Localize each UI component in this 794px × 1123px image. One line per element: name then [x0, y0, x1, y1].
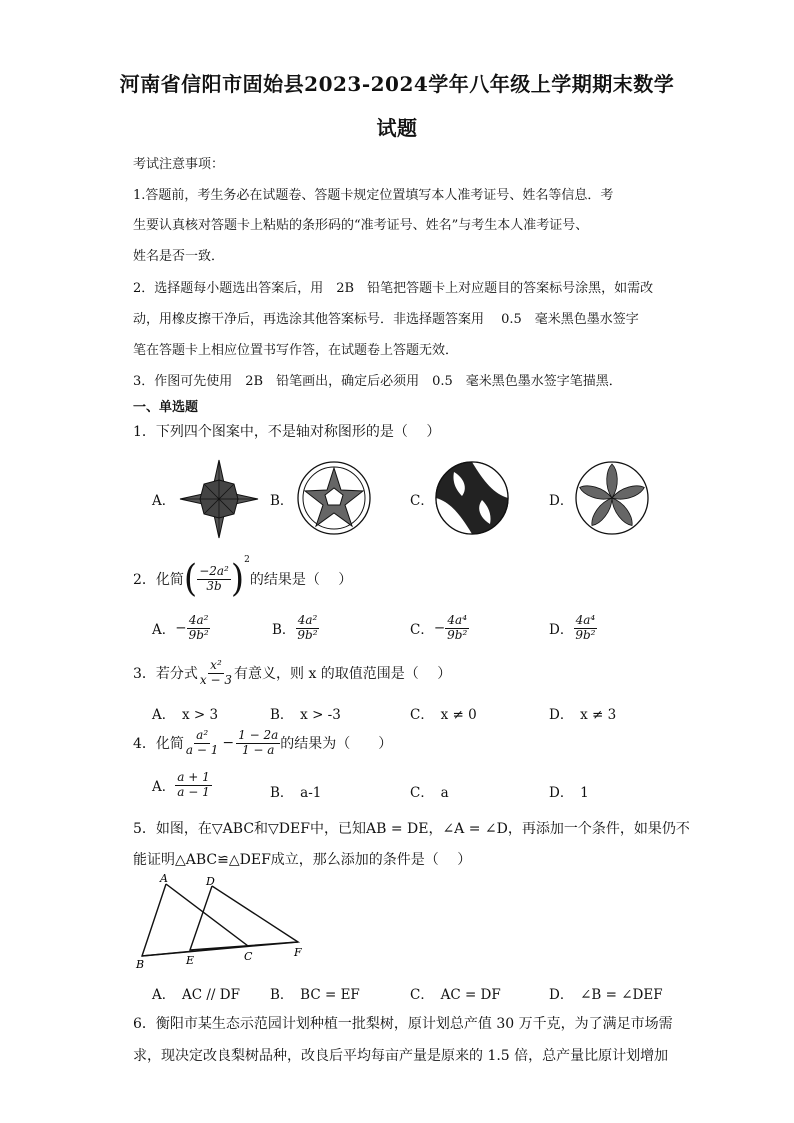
q2-option-c-label: C．	[410, 622, 434, 639]
q1-option-a-star-figure	[178, 458, 260, 540]
notice-line: 2．选择题每小题选出答案后，用 2B 铅笔把答题卡上对应题目的答案标号涂黑，如需改	[133, 281, 654, 296]
q4-option-c: C． a	[410, 785, 449, 801]
q2-option-d-fraction	[573, 614, 597, 643]
q2-option-c-sign: −	[433, 620, 446, 637]
q2-expression-fraction	[197, 565, 231, 594]
q1-option-a-label: A．	[152, 493, 176, 509]
q4-minus-sign: −	[222, 735, 235, 752]
question-1-stem: 1．下列四个图案中，不是轴对称图形的是（ ）	[133, 424, 441, 440]
q5-option-c: C． AC = DF	[410, 987, 501, 1003]
q2-option-d-denominator: 9b²	[575, 627, 596, 642]
q2-left-paren: (	[183, 557, 198, 601]
q2-option-c-fraction	[445, 614, 469, 643]
section-heading: 一、单选题	[133, 400, 199, 415]
q4-fraction-1-numerator: a²	[196, 728, 209, 742]
question-4-stem	[133, 729, 392, 758]
q2-option-a	[152, 614, 211, 643]
q4-fraction-1	[184, 729, 220, 758]
q4-option-b: B． a-1	[270, 785, 322, 801]
q3-option-a: A． x > 3	[152, 707, 219, 723]
question-6-line1: 6．衡阳市某生态示范园计划种植一批梨树，原计划总产值 30 万千克，为了满足市场需	[133, 1016, 673, 1032]
question-5-line2: 能证明△ABC≌△DEF成立，那么添加的条件是（ ）	[133, 852, 472, 868]
q2-option-b-fraction	[295, 614, 319, 643]
q2-option-c-denominator: 9b²	[447, 627, 468, 642]
question-3-stem	[133, 659, 451, 688]
q2-stem-suffix: 的结果是（ ）	[249, 572, 353, 588]
q2-option-a-fraction	[187, 614, 211, 643]
question-2-stem	[133, 555, 353, 601]
q4-option-a-label: A．	[152, 779, 176, 796]
notice-line: 生要认真核对答题卡上粘贴的条形码的“准考证号、姓名”与考生本人准考证号、	[133, 218, 589, 233]
q3-fraction-numerator: x²	[210, 658, 222, 672]
q5-option-d: D． ∠B = ∠DEF	[549, 987, 663, 1003]
q4-stem-prefix: 4．化简	[133, 736, 184, 753]
notice-line: 笔在答题卡上相应位置书写作答，在试题卷上答题无效．	[133, 343, 459, 358]
q5-label-b: B	[136, 958, 145, 971]
q1-option-b-star-circle-figure	[296, 460, 372, 536]
q3-stem-suffix: 有意义，则 x 的取值范围是（ ）	[234, 666, 452, 683]
q2-option-a-numerator: 4a²	[188, 613, 209, 627]
q1-option-b-label: B．	[270, 493, 294, 509]
q5-label-a: A	[160, 872, 168, 885]
q4-option-a	[152, 771, 212, 800]
question-6-line2: 求，现决定改良梨树品种，改良后平均每亩产量是原来的 1.5 倍，总产量比原计划增加	[133, 1048, 669, 1064]
q2-option-c	[410, 614, 469, 643]
q2-option-d-numerator: 4a⁴	[575, 613, 596, 627]
q2-option-d-label: D．	[549, 622, 574, 639]
q2-expr-numerator: −2a²	[199, 563, 229, 578]
q3-option-c: C． x ≠ 0	[410, 707, 477, 723]
q1-option-c-swirl-figure	[434, 460, 510, 536]
q4-fraction-1-denominator: a − 1	[185, 742, 219, 757]
notice-line: 3．作图可先使用 2B 铅笔画出，确定后必须用 0.5 毫米黑色墨水签字笔描黑．	[133, 374, 622, 389]
notice-line: 1.答题前，考生务必在试题卷、答题卡规定位置填写本人准考证号、姓名等信息．考	[133, 188, 614, 203]
q4-option-a-numerator: a + 1	[177, 770, 210, 784]
notice-line: 动，用橡皮擦干净后，再选涂其他答案标号．非选择题答案用 0.5 毫米黑色墨水签字	[133, 312, 639, 327]
q5-label-c: C	[244, 950, 253, 963]
q3-fraction	[198, 659, 234, 688]
notice-heading: 考试注意事项：	[133, 157, 225, 172]
q1-option-d-label: D．	[549, 493, 574, 509]
q5-option-a: A． AC // DF	[152, 987, 240, 1003]
q3-stem-prefix: 3．若分式	[133, 666, 198, 683]
q3-fraction-denominator: x − 3	[199, 672, 233, 687]
q5-label-d: D	[206, 875, 215, 888]
q2-expr-denominator: 3b	[206, 578, 222, 593]
q4-option-d: D． 1	[549, 785, 589, 801]
page-title-line1: 河南省信阳市固始县2023-2024学年八年级上学期期末数学	[119, 72, 675, 96]
q2-option-b	[272, 614, 320, 643]
q5-triangles-figure	[132, 872, 312, 972]
q2-right-paren: )	[230, 557, 245, 601]
q2-option-b-label: B．	[272, 622, 296, 639]
q2-option-d	[549, 614, 597, 643]
notice-line: 姓名是否一致．	[133, 249, 225, 264]
q4-fraction-2-denominator: 1 − a	[241, 742, 275, 757]
q4-fraction-2	[236, 729, 280, 758]
q2-option-c-numerator: 4a⁴	[447, 613, 468, 627]
q4-option-a-fraction	[175, 771, 211, 800]
q4-stem-suffix: 的结果为（ ）	[280, 736, 393, 753]
q2-stem-prefix: 2．化简	[133, 572, 184, 588]
q3-option-b: B． x > -3	[270, 707, 341, 723]
page-title-line2: 试题	[376, 116, 418, 140]
q5-label-e: E	[186, 954, 195, 967]
question-5-line1: 5．如图，在▽ABC和▽DEF中，已知AB = DE，∠A = ∠D，再添加一个条件，如果仍不	[133, 821, 690, 837]
q2-option-a-sign: −	[175, 620, 187, 637]
q2-exponent: 2	[244, 555, 250, 565]
q3-option-d: D． x ≠ 3	[549, 707, 617, 723]
q1-option-c-label: C．	[410, 493, 434, 509]
q2-option-a-label: A．	[152, 622, 176, 639]
q5-label-f: F	[294, 946, 302, 959]
q2-option-a-denominator: 9b²	[188, 627, 209, 642]
q5-option-b: B． BC = EF	[270, 987, 360, 1003]
q4-fraction-2-numerator: 1 − 2a	[238, 728, 279, 742]
q1-option-d-flower-figure	[574, 460, 650, 536]
q2-option-b-numerator: 4a²	[297, 613, 318, 627]
q4-option-a-denominator: a − 1	[177, 784, 210, 799]
q2-option-b-denominator: 9b²	[297, 627, 318, 642]
